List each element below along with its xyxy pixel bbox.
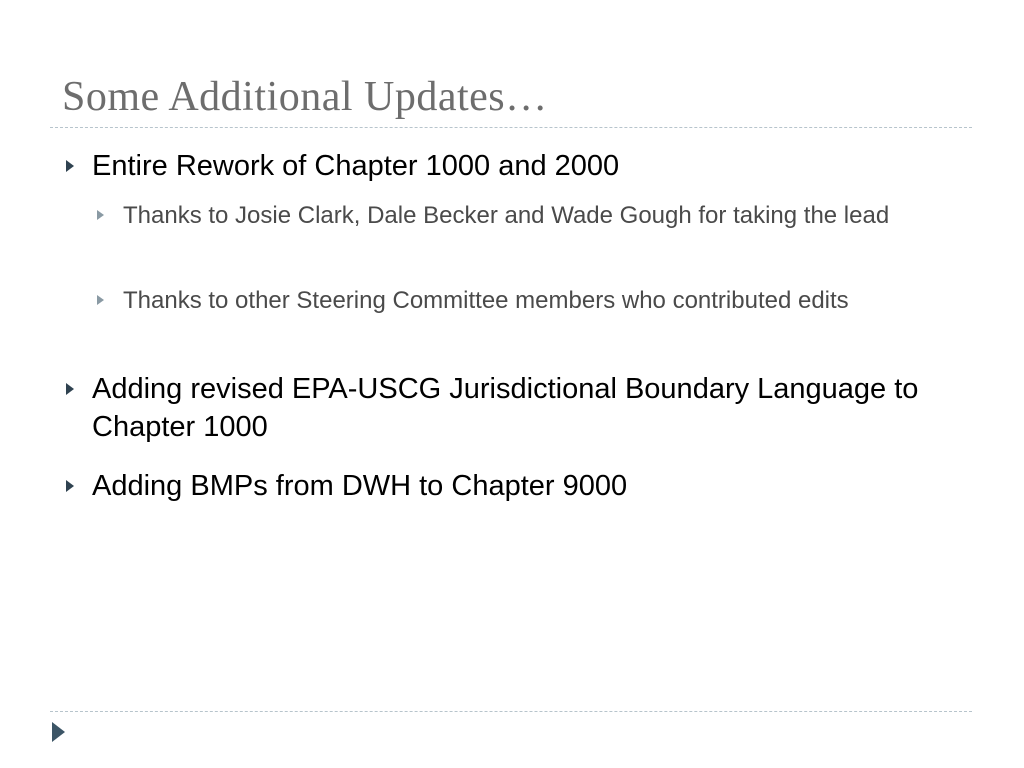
footer-divider bbox=[50, 711, 972, 712]
sub-bullet-triangle-icon bbox=[97, 210, 104, 220]
slide-title: Some Additional Updates… bbox=[62, 74, 548, 120]
bullet-text: Adding BMPs from DWH to Chapter 9000 bbox=[92, 470, 628, 502]
sub-bullet-text: Thanks to Josie Clark, Dale Becker and Wade Gough for taking the lead bbox=[123, 202, 890, 229]
bullet-triangle-icon bbox=[66, 480, 74, 492]
sub-bullet-triangle-icon bbox=[97, 295, 104, 305]
sub-bullet-item bbox=[123, 281, 968, 320]
title-divider bbox=[50, 127, 972, 128]
bullet-item bbox=[92, 467, 962, 505]
play-arrow-icon[interactable] bbox=[52, 722, 65, 742]
bullet-text: Entire Rework of Chapter 1000 and 2000 bbox=[92, 150, 620, 182]
bullet-triangle-icon bbox=[66, 160, 74, 172]
bullet-triangle-icon bbox=[66, 383, 74, 395]
bullet-item bbox=[92, 370, 962, 446]
sub-bullet-item bbox=[123, 196, 968, 235]
bullet-item bbox=[92, 147, 962, 185]
sub-bullet-text: Thanks to other Steering Committee members who contributed edits bbox=[123, 287, 849, 314]
bullet-text: Adding revised EPA-USCG Jurisdictional Boundary Language to Chapter 1000 bbox=[92, 373, 919, 443]
